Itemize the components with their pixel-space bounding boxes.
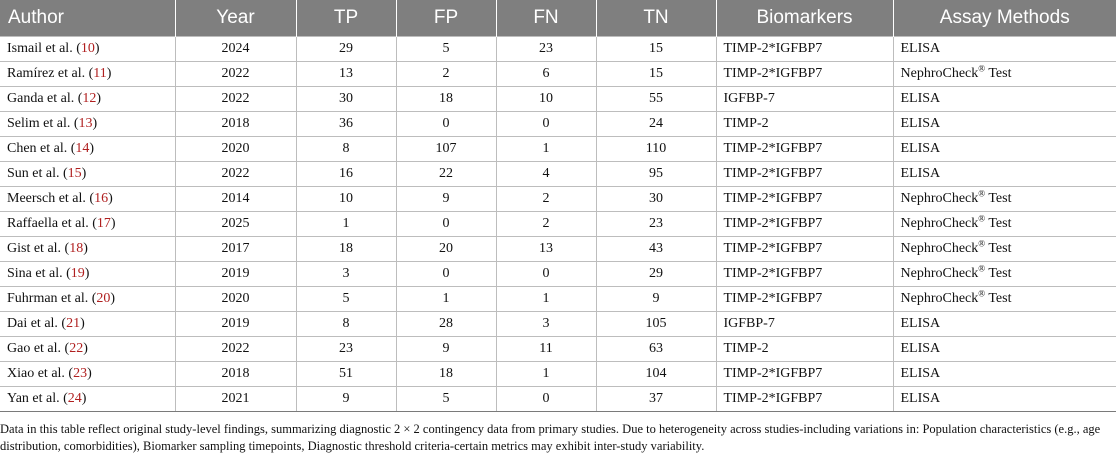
biomarker-cell: TIMP-2*IGFBP7 [716, 262, 893, 287]
registered-mark: ® [978, 213, 986, 224]
author-cell [0, 362, 175, 387]
assay-suffix: Test [985, 241, 1012, 256]
assay-method-cell [893, 362, 1116, 387]
assay-method-cell [893, 137, 1116, 162]
assay-method-cell [893, 187, 1116, 212]
table-row [0, 212, 1116, 237]
fp-cell: 22 [396, 162, 496, 187]
year-cell: 2021 [175, 387, 296, 412]
fn-cell: 1 [496, 362, 596, 387]
assay-suffix: Test [985, 291, 1012, 306]
biomarker-cell: TIMP-2*IGFBP7 [716, 137, 893, 162]
fn-cell: 10 [496, 87, 596, 112]
reference-link[interactable]: 22 [69, 341, 84, 356]
table-row [0, 237, 1116, 262]
author-name: Selim et al. ( [7, 116, 79, 131]
year-cell: 2020 [175, 287, 296, 312]
fp-cell: 0 [396, 112, 496, 137]
header-biomarkers: Biomarkers [716, 0, 893, 37]
fp-cell: 9 [396, 337, 496, 362]
author-paren-close: ) [96, 91, 102, 106]
author-cell [0, 187, 175, 212]
tn-cell: 30 [596, 187, 716, 212]
tp-cell: 36 [296, 112, 396, 137]
biomarker-cell: TIMP-2*IGFBP7 [716, 387, 893, 412]
header-author: Author [0, 0, 175, 37]
table-footnote: Data in this table reflect original study-level findings, summarizing diagnostic 2 × 2 contingency data from primary studies. Due to heterogeneity across studies-including variations in: Population characteristics (e.g., age distribution, comorbidities), Biomarker sampling timepoints, Diagnostic threshold criteria-certain metrics may exhibit inter-study variability. [0, 422, 1101, 453]
assay-name: NephroCheck [900, 266, 979, 281]
assay-suffix: Test [985, 191, 1012, 206]
year-cell: 2014 [175, 187, 296, 212]
tp-cell: 23 [296, 337, 396, 362]
reference-link[interactable]: 20 [96, 291, 111, 306]
year-cell: 2019 [175, 312, 296, 337]
header-tn: TN [596, 0, 716, 37]
table-row [0, 137, 1116, 162]
author-name: Gist et al. ( [7, 241, 70, 256]
tn-cell: 105 [596, 312, 716, 337]
author-cell [0, 37, 175, 62]
biomarker-cell: TIMP-2*IGFBP7 [716, 37, 893, 62]
author-paren-close: ) [94, 41, 100, 56]
author-name: Meersch et al. ( [7, 191, 95, 206]
tn-cell: 24 [596, 112, 716, 137]
fn-cell: 0 [496, 387, 596, 412]
author-paren-close: ) [110, 216, 116, 231]
tp-cell: 13 [296, 62, 396, 87]
author-paren-close: ) [84, 266, 90, 281]
reference-link[interactable]: 21 [66, 316, 81, 331]
assay-name: NephroCheck [900, 191, 979, 206]
reference-link[interactable]: 24 [67, 391, 82, 406]
reference-link[interactable]: 10 [80, 41, 95, 56]
biomarker-cell: TIMP-2*IGFBP7 [716, 212, 893, 237]
tp-cell: 8 [296, 312, 396, 337]
fn-cell: 0 [496, 112, 596, 137]
fp-cell: 28 [396, 312, 496, 337]
assay-method-cell [893, 387, 1116, 412]
author-paren-close: ) [92, 116, 98, 131]
tn-cell: 15 [596, 62, 716, 87]
author-paren-close: ) [83, 241, 88, 256]
fp-cell: 107 [396, 137, 496, 162]
reference-link[interactable]: 15 [67, 166, 82, 181]
fn-cell: 1 [496, 287, 596, 312]
author-cell [0, 337, 175, 362]
author-name: Ganda et al. ( [7, 91, 83, 106]
reference-link[interactable]: 12 [82, 91, 97, 106]
biomarker-cell: TIMP-2*IGFBP7 [716, 162, 893, 187]
assay-name: ELISA [900, 366, 941, 381]
reference-link[interactable]: 13 [78, 116, 93, 131]
assay-name: NephroCheck [900, 216, 979, 231]
table-row [0, 287, 1116, 312]
assay-name: NephroCheck [900, 241, 979, 256]
reference-link[interactable]: 16 [94, 191, 109, 206]
assay-name: ELISA [900, 141, 941, 156]
author-paren-close: ) [83, 341, 88, 356]
fn-cell: 13 [496, 237, 596, 262]
year-cell: 2022 [175, 337, 296, 362]
assay-name: ELISA [900, 316, 941, 331]
fp-cell: 20 [396, 237, 496, 262]
biomarker-cell: TIMP-2 [716, 337, 893, 362]
assay-name: NephroCheck [900, 291, 979, 306]
fp-cell: 9 [396, 187, 496, 212]
reference-link[interactable]: 19 [70, 266, 85, 281]
author-name: Gao et al. ( [7, 341, 70, 356]
biomarker-cell: IGFBP-7 [716, 87, 893, 112]
table-row [0, 162, 1116, 187]
author-paren-close: ) [81, 166, 87, 181]
biomarker-cell: TIMP-2*IGFBP7 [716, 287, 893, 312]
tn-cell: 63 [596, 337, 716, 362]
assay-method-cell [893, 312, 1116, 337]
assay-method-cell [893, 37, 1116, 62]
author-name: Ismail et al. ( [7, 41, 81, 56]
year-cell: 2022 [175, 87, 296, 112]
fn-cell: 2 [496, 187, 596, 212]
fn-cell: 3 [496, 312, 596, 337]
fp-cell: 5 [396, 387, 496, 412]
author-name: Yan et al. ( [7, 391, 68, 406]
fn-cell: 1 [496, 137, 596, 162]
tp-cell: 5 [296, 287, 396, 312]
fn-cell: 6 [496, 62, 596, 87]
table-body [0, 37, 1116, 412]
tn-cell: 110 [596, 137, 716, 162]
table-row [0, 187, 1116, 212]
tn-cell: 15 [596, 37, 716, 62]
tn-cell: 23 [596, 212, 716, 237]
registered-mark: ® [978, 63, 986, 74]
tp-cell: 16 [296, 162, 396, 187]
tn-cell: 95 [596, 162, 716, 187]
tn-cell: 55 [596, 87, 716, 112]
registered-mark: ® [978, 238, 986, 249]
fp-cell: 2 [396, 62, 496, 87]
table-row [0, 337, 1116, 362]
assay-name: ELISA [900, 166, 941, 181]
table-row [0, 362, 1116, 387]
header-fn: FN [496, 0, 596, 37]
biomarker-cell: TIMP-2 [716, 112, 893, 137]
fn-cell: 2 [496, 212, 596, 237]
year-cell: 2019 [175, 262, 296, 287]
tp-cell: 1 [296, 212, 396, 237]
assay-suffix: Test [985, 66, 1012, 81]
tp-cell: 51 [296, 362, 396, 387]
author-paren-close: ) [89, 141, 95, 156]
tn-cell: 43 [596, 237, 716, 262]
header-fp: FP [396, 0, 496, 37]
reference-link[interactable]: 23 [73, 366, 88, 381]
author-name: Sina et al. ( [7, 266, 71, 281]
table-row [0, 37, 1116, 62]
fn-cell: 23 [496, 37, 596, 62]
registered-mark: ® [978, 288, 986, 299]
reference-link[interactable]: 18 [69, 241, 84, 256]
author-name: Fuhrman et al. ( [7, 291, 97, 306]
header-year: Year [175, 0, 296, 37]
author-cell [0, 212, 175, 237]
table-row [0, 112, 1116, 137]
biomarker-cell: TIMP-2*IGFBP7 [716, 362, 893, 387]
table-row [0, 62, 1116, 87]
author-paren-close: ) [108, 191, 113, 206]
author-paren-close: ) [106, 66, 112, 81]
author-cell [0, 237, 175, 262]
reference-link[interactable]: 14 [75, 141, 90, 156]
fp-cell: 5 [396, 37, 496, 62]
year-cell: 2017 [175, 237, 296, 262]
fn-cell: 11 [496, 337, 596, 362]
registered-mark: ® [978, 263, 986, 274]
table-row [0, 87, 1116, 112]
table-row [0, 262, 1116, 287]
author-name: Dai et al. ( [7, 316, 67, 331]
author-name: Raffaella et al. ( [7, 216, 97, 231]
assay-method-cell [893, 212, 1116, 237]
assay-method-cell [893, 87, 1116, 112]
biomarker-cell: IGFBP-7 [716, 312, 893, 337]
assay-method-cell [893, 337, 1116, 362]
fn-cell: 4 [496, 162, 596, 187]
author-cell [0, 137, 175, 162]
author-cell [0, 62, 175, 87]
tn-cell: 104 [596, 362, 716, 387]
header-tp: TP [296, 0, 396, 37]
year-cell: 2022 [175, 162, 296, 187]
year-cell: 2024 [175, 37, 296, 62]
assay-name: NephroCheck [900, 66, 979, 81]
author-cell [0, 162, 175, 187]
author-name: Ramírez et al. ( [7, 66, 94, 81]
biomarker-cell: TIMP-2*IGFBP7 [716, 237, 893, 262]
tp-cell: 30 [296, 87, 396, 112]
year-cell: 2022 [175, 62, 296, 87]
author-cell [0, 112, 175, 137]
assay-name: ELISA [900, 91, 941, 106]
assay-name: ELISA [900, 116, 941, 131]
fp-cell: 0 [396, 262, 496, 287]
fp-cell: 18 [396, 87, 496, 112]
assay-suffix: Test [985, 266, 1012, 281]
assay-name: ELISA [900, 391, 941, 406]
tn-cell: 9 [596, 287, 716, 312]
author-cell [0, 387, 175, 412]
table-header-row [0, 0, 1116, 37]
tn-cell: 37 [596, 387, 716, 412]
author-paren-close: ) [80, 316, 85, 331]
tn-cell: 29 [596, 262, 716, 287]
assay-name: ELISA [900, 41, 941, 56]
assay-method-cell [893, 62, 1116, 87]
table-row [0, 387, 1116, 412]
tp-cell: 8 [296, 137, 396, 162]
reference-link[interactable]: 11 [93, 66, 107, 81]
author-cell [0, 312, 175, 337]
fn-cell: 0 [496, 262, 596, 287]
year-cell: 2020 [175, 137, 296, 162]
assay-suffix: Test [985, 216, 1012, 231]
tp-cell: 29 [296, 37, 396, 62]
author-cell [0, 262, 175, 287]
fp-cell: 1 [396, 287, 496, 312]
author-cell [0, 87, 175, 112]
author-paren-close: ) [81, 391, 87, 406]
author-paren-close: ) [110, 291, 116, 306]
author-paren-close: ) [87, 366, 92, 381]
table-row [0, 312, 1116, 337]
assay-method-cell [893, 287, 1116, 312]
fp-cell: 18 [396, 362, 496, 387]
biomarker-cell: TIMP-2*IGFBP7 [716, 187, 893, 212]
registered-mark: ® [978, 188, 986, 199]
author-name: Sun et al. ( [7, 166, 68, 181]
biomarker-cell: TIMP-2*IGFBP7 [716, 62, 893, 87]
assay-method-cell [893, 162, 1116, 187]
author-name: Xiao et al. ( [7, 366, 74, 381]
assay-method-cell [893, 237, 1116, 262]
author-name: Chen et al. ( [7, 141, 76, 156]
year-cell: 2025 [175, 212, 296, 237]
tp-cell: 3 [296, 262, 396, 287]
author-cell [0, 287, 175, 312]
tp-cell: 10 [296, 187, 396, 212]
assay-method-cell [893, 112, 1116, 137]
assay-name: ELISA [900, 341, 941, 356]
header-assay-methods: Assay Methods [893, 0, 1116, 37]
year-cell: 2018 [175, 112, 296, 137]
year-cell: 2018 [175, 362, 296, 387]
tp-cell: 18 [296, 237, 396, 262]
assay-method-cell [893, 262, 1116, 287]
fp-cell: 0 [396, 212, 496, 237]
tp-cell: 9 [296, 387, 396, 412]
reference-link[interactable]: 17 [96, 216, 111, 231]
